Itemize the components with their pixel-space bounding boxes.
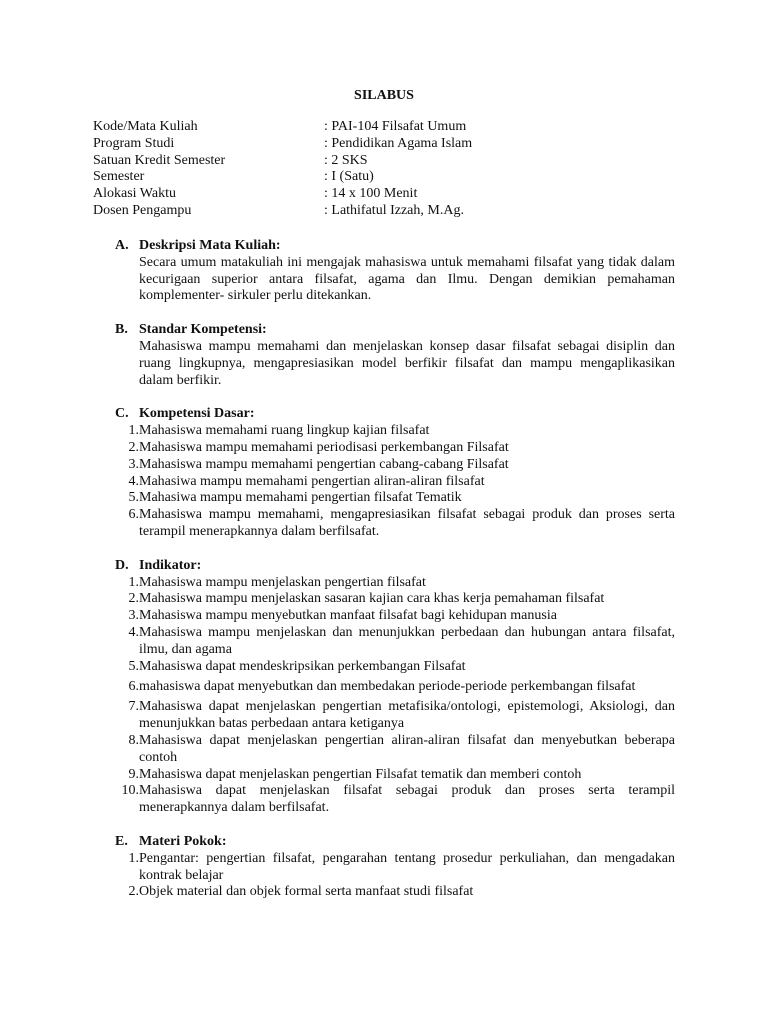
list-item-text: Mahasiwa mampu memahami pengertian filsafat Tematik (139, 490, 462, 506)
list-item-number: 3. (128, 608, 139, 624)
section-letter: A. (115, 238, 129, 253)
list-item-number: 4. (128, 473, 139, 489)
list-item-number: 7. (128, 699, 139, 715)
list-item (115, 677, 675, 696)
list-item (115, 440, 675, 457)
list-item (115, 851, 675, 885)
list-item (115, 733, 675, 767)
list-item (115, 474, 675, 491)
list-item-text: Mahasiswa mampu memahami, mengapresiasikan filsafat sebagai produk dan proses serta terampil menerapkannya dalam berfilsafat. (139, 507, 675, 539)
course-info-row (93, 153, 472, 170)
list-item (115, 575, 675, 592)
list-item (115, 457, 675, 474)
list-item-text: Mahasiswa mampu menjelaskan pengertian filsafat (139, 574, 426, 590)
numbered-list (115, 575, 675, 817)
info-value: : 14 x 100 Menit (324, 186, 418, 202)
section-basic-competency (115, 406, 675, 540)
info-value: : PAI-104 Filsafat Umum (324, 119, 467, 134)
list-item-number: 6. (128, 507, 139, 523)
list-item (115, 783, 675, 817)
list-item-text: Mahasiswa mampu menyebutkan manfaat filsafat bagi kehidupan manusia (139, 608, 557, 624)
list-item-text: Mahasiswa mampu memahami pengertian cabang-cabang Filsafat (139, 456, 509, 472)
info-label: Semester (93, 169, 145, 185)
info-value: : Pendidikan Agama Islam (324, 135, 473, 151)
list-item-text: Objek material dan objek formal serta manfaat studi filsafat (139, 884, 474, 900)
section-title: Deskripsi Mata Kuliah: (139, 238, 281, 253)
section-body: Mahasiswa mampu memahami dan menjelaskan konsep dasar filsafat sebagai disiplin dan ruang lingkupnya, mengapresiasikan model berfikir filsafat dan mampu mengaplikasikan dalam berfikir. (139, 338, 675, 388)
numbered-list (115, 423, 675, 541)
list-item (115, 608, 675, 625)
section-title: Materi Pokok: (139, 833, 227, 849)
list-item-text: Mahasiswa dapat menjelaskan pengertian metafisika/ontologi, epistemologi, Aksiologi, dan menunjukkan batas perbedaan antara ketiganya (139, 699, 675, 732)
info-label: Dosen Pengampu (93, 202, 192, 218)
list-item-text: Mahasiswa mampu menjelaskan dan menunjukkan perbedaan dan hubungan antara filsafat, ilmu, dan agama (139, 624, 675, 657)
section-description (115, 238, 675, 305)
section-competency-standard (115, 322, 675, 389)
section-heading (115, 322, 675, 339)
list-item-number: 1. (128, 423, 139, 439)
section-letter: C. (115, 406, 129, 422)
section-heading (115, 558, 675, 575)
list-item (115, 699, 675, 733)
list-item-text: Mahasiswa dapat menjelaskan filsafat sebagai produk dan proses serta terampil menerapkannya dalam berfilsafat. (139, 783, 675, 816)
list-item (115, 507, 675, 541)
list-item-text: Mahasiwa mampu memahami pengertian aliran-aliran filsafat (139, 473, 485, 489)
info-label: Satuan Kredit Semester (93, 152, 226, 168)
list-item-number: 8. (128, 732, 139, 748)
section-heading (115, 238, 675, 255)
list-item-number: 2. (128, 439, 139, 455)
section-heading (115, 406, 675, 423)
course-info-row (93, 169, 472, 186)
section-title: Indikator: (139, 557, 202, 573)
section-main-material (115, 834, 675, 901)
list-item-number: 1. (128, 574, 139, 590)
section-heading (115, 834, 675, 851)
list-item-number: 2. (128, 591, 139, 607)
list-item-number: 5. (128, 658, 139, 674)
info-value: : Lathifatul Izzah, M.Ag. (324, 202, 464, 218)
list-item-text: Mahasiswa dapat menjelaskan pengertian aliran-aliran filsafat dan menyebutkan beberapa contoh (139, 732, 675, 765)
section-letter: B. (115, 322, 128, 338)
list-item (115, 884, 675, 901)
list-item-number: 3. (128, 456, 139, 472)
list-item-number: 5. (128, 490, 139, 506)
list-item-text: Pengantar: pengertian filsafat, pengarahan tentang prosedur perkuliahan, dan mengadakan kontrak belajar (139, 850, 675, 883)
list-item-number: 2. (128, 884, 139, 900)
list-item (115, 659, 675, 676)
list-item (115, 591, 675, 608)
numbered-list (115, 851, 675, 901)
document-title: SILABUS (354, 88, 414, 103)
course-info-row (93, 136, 472, 153)
course-info-row (93, 119, 472, 136)
info-label: Alokasi Waktu (93, 186, 176, 202)
info-value: : 2 SKS (324, 152, 368, 168)
list-item-text: Mahasiswa mampu menjelaskan sasaran kajian cara khas kerja pemahaman filsafat (139, 591, 605, 607)
list-item-number: 4. (128, 624, 139, 640)
list-item-text: mahasiswa dapat menyebutkan dan membedakan periode-periode perkembangan filsafat (139, 679, 636, 695)
section-letter: E. (115, 833, 128, 849)
section-indicators (115, 558, 675, 817)
list-item (115, 490, 675, 507)
list-item-number: 10. (121, 783, 139, 799)
info-value: : I (Satu) (324, 169, 374, 185)
info-label: Program Studi (93, 135, 175, 151)
list-item-text: Mahasiswa memahami ruang lingkup kajian filsafat (139, 423, 430, 439)
list-item (115, 625, 675, 659)
course-info-row (93, 203, 472, 220)
section-title: Kompetensi Dasar: (139, 406, 255, 422)
list-item-number: 6. (128, 679, 139, 695)
list-item-text: Mahasiswa dapat mendeskripsikan perkembangan Filsafat (139, 658, 466, 674)
list-item-number: 1. (128, 850, 139, 866)
list-item-text: Mahasiswa dapat menjelaskan pengertian Filsafat tematik dan memberi contoh (139, 766, 582, 782)
section-title: Standar Kompetensi: (139, 322, 267, 338)
syllabus-sections (115, 238, 675, 918)
section-letter: D. (115, 557, 129, 573)
list-item-number: 9. (128, 766, 139, 782)
info-label: Kode/Mata Kuliah (93, 119, 198, 134)
course-info-row (93, 186, 472, 203)
list-item (115, 423, 675, 440)
section-body: Secara umum matakuliah ini mengajak mahasiswa untuk memahami filsafat yang tidak dalam kecurigaan superior antara filsafat, agama dan Ilmu. Dengan demikian pemahaman komplementer- sirkuler perlu ditekankan. (139, 254, 675, 304)
list-item (115, 767, 675, 784)
list-item-text: Mahasiswa mampu memahami periodisasi perkembangan Filsafat (139, 439, 509, 455)
course-info (93, 119, 472, 220)
